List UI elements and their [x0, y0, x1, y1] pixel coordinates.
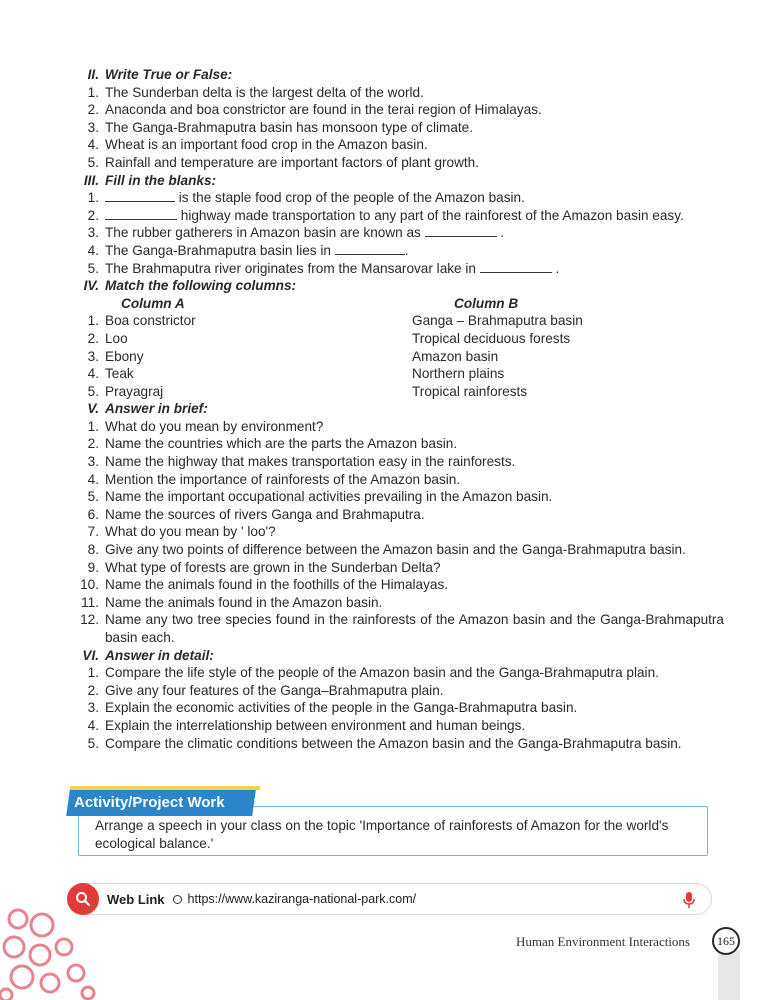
web-link-bar[interactable] — [67, 883, 712, 915]
blank-line — [480, 260, 552, 273]
footer-chapter-title: Human Environment Interactions — [515, 934, 690, 949]
column-b-title: Column B — [454, 295, 519, 311]
list-item: 2. Anaconda and boa constrictor are found in the terai region of Himalayas. — [87, 102, 542, 118]
activity-title: Activity/Project Work — [66, 790, 256, 816]
list-item: 11. Name the animals found in the Amazon basin. — [81, 594, 383, 610]
match-row: 3. Ebony Amazon basin — [87, 348, 499, 364]
list-item: 3. Explain the economic activities of the people in the Ganga-Brahmaputra basin. — [87, 700, 578, 716]
section-detail-heading: VI. Answer in detail: — [82, 647, 214, 663]
list-item: 3. The Ganga-Brahmaputra basin has monsoon type of climate. — [87, 119, 473, 135]
list-item: 5. The Brahmaputra river originates from the Mansarovar lake in . — [87, 260, 560, 276]
list-item: 3. Name the highway that makes transportation easy in the rainforests. — [87, 454, 516, 470]
web-link-label: Web Link — [107, 891, 165, 907]
blank-line — [335, 242, 405, 255]
section-title: Match the following columns: — [105, 278, 297, 294]
microphone-icon[interactable] — [681, 891, 697, 909]
section-number: II. — [87, 67, 99, 82]
match-row: 4. Teak Northern plains — [87, 366, 505, 382]
list-item: 1. Compare the life style of the people of the Amazon basin and the Ganga-Brahmaputra plain. — [87, 665, 659, 681]
list-item: 2. Name the countries which are the parts the Amazon basin. — [87, 436, 458, 452]
section-fill-blanks-heading: III. Fill in the blanks: — [83, 172, 217, 188]
section-title: Fill in the blanks: — [105, 172, 217, 188]
list-item: 1. What do you mean by environment? — [87, 418, 324, 434]
match-row: 5. Prayagraj Tropical rainforests — [87, 383, 528, 399]
list-item: 4. Wheat is an important food crop in the Amazon basin. — [87, 137, 428, 153]
bullet-circle-icon — [173, 895, 182, 904]
list-item: 3. The rubber gatherers in Amazon basin are known as . — [87, 225, 505, 241]
list-item: 12. Name any two tree species found in the rainforests of the Amazon basin and the Ganga-Brahmaputra basin each. — [80, 612, 724, 645]
list-item: 1. is the staple food crop of the people of the Amazon basin. — [87, 190, 525, 206]
section-title: Answer in detail: — [105, 647, 214, 663]
match-column-headers — [74, 295, 724, 313]
list-item: 8. Give any two points of difference between the Amazon basin and the Ganga-Brahmaputra basin. — [87, 542, 686, 558]
section-title: Write True or False: — [105, 67, 233, 82]
blank-line — [425, 224, 497, 237]
list-item: 1. The Sunderban delta is the largest delta of the world. — [87, 84, 424, 100]
list-item: 9. What type of forests are grown in the Sunderban Delta? — [87, 559, 441, 575]
list-item: 5. Rainfall and temperature are important factors of plant growth. — [87, 154, 480, 170]
list-item: 10. Name the animals found in the foothills of the Himalayas. — [80, 577, 449, 593]
match-row: 2. Loo Tropical deciduous forests — [87, 330, 571, 346]
list-item: 5. Name the important occupational activities prevailing in the Amazon basin. — [87, 489, 553, 505]
section-true-false-heading — [74, 66, 724, 84]
match-row: 1. Boa constrictor Ganga – Brahmaputra basin — [87, 313, 583, 329]
list-item: 5. Compare the climatic conditions between the Amazon basin and the Ganga-Brahmaputra basin. — [87, 735, 682, 751]
exercise-content — [74, 66, 724, 752]
list-item: 2. Give any four features of the Ganga–Brahmaputra plain. — [87, 682, 444, 698]
list-item: 7. What do you mean by ' loo'? — [87, 524, 276, 540]
column-a-title: Column A — [121, 295, 185, 311]
list-item: 4. The Ganga-Brahmaputra basin lies in . — [87, 242, 409, 258]
list-item: 4. Explain the interrelationship between environment and human beings. — [87, 717, 526, 733]
list-item: 6. Name the sources of rivers Ganga and Brahmaputra. — [87, 506, 425, 522]
list-item: 4. Mention the importance of rainforests of the Amazon basin. — [87, 471, 461, 487]
decorative-circles-icon — [0, 905, 110, 1000]
page-edge-strip — [718, 950, 740, 1000]
web-link-url[interactable]: https://www.kaziranga-national-park.com/ — [187, 892, 417, 906]
section-match-heading: IV. Match the following columns: — [83, 278, 297, 294]
list-item: 2. highway made transportation to any part of the rainforest of the Amazon basin easy. — [87, 207, 684, 223]
page-number: 165 — [712, 927, 740, 955]
section-title: Answer in brief: — [105, 401, 208, 417]
section-brief-heading: V. Answer in brief: — [87, 401, 208, 417]
blank-line — [105, 207, 177, 220]
blank-line — [105, 189, 175, 202]
activity-text: Arrange a speech in your class on the topic 'Importance of rainforests of Amazon for the world's ecological balance.' — [95, 818, 669, 851]
